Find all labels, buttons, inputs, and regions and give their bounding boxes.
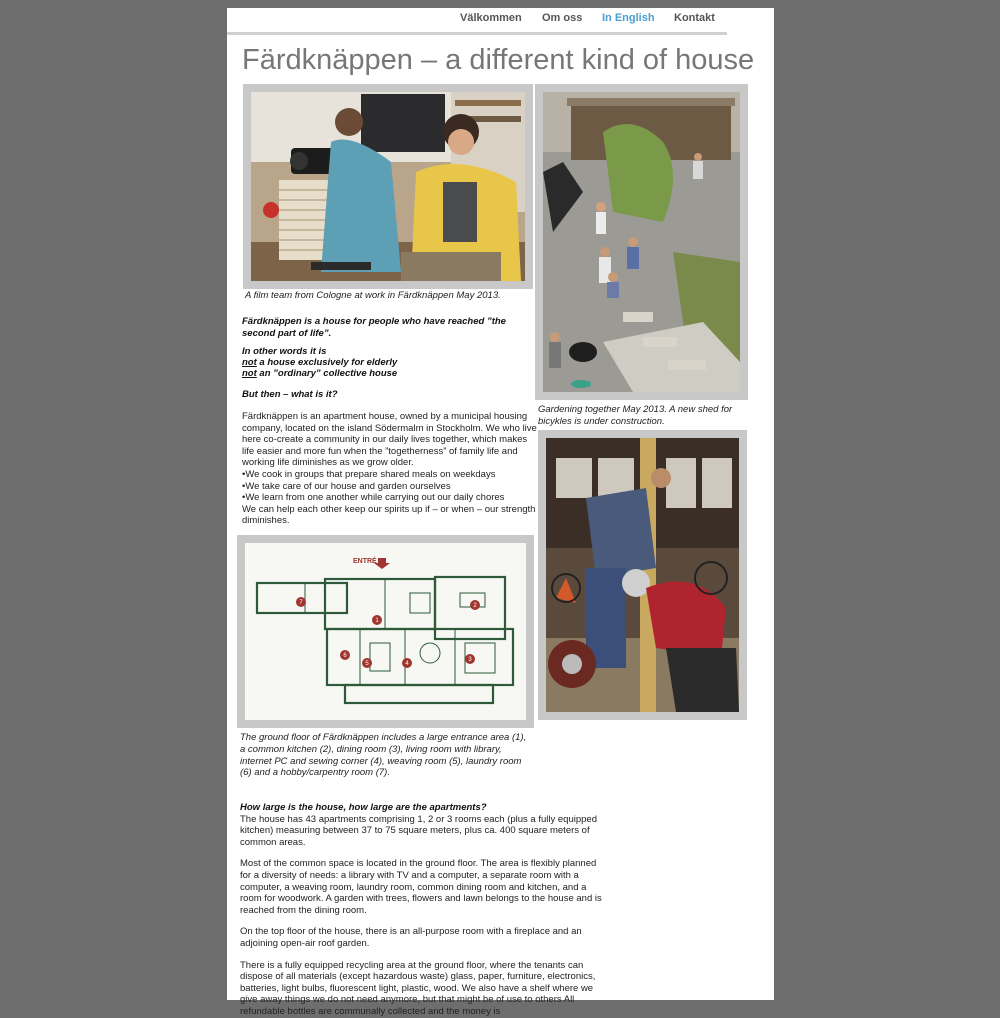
gardening-image xyxy=(543,92,740,392)
floorplan-image xyxy=(245,543,526,720)
floorplan-entrance-label: ENTRÉ xyxy=(353,558,377,565)
floorplan-photo xyxy=(237,535,534,728)
not-word: not xyxy=(242,368,257,379)
intro-bullet: •We take care of our house and garden ourselves xyxy=(242,480,451,492)
intro-not-collective xyxy=(242,368,534,380)
intro-bullet: •We cook in groups that prepare shared meals on weekdays xyxy=(242,468,496,480)
room-number-6: 6 xyxy=(343,653,347,659)
size-section xyxy=(240,802,608,1017)
size-heading: How large is the house, how large are the apartments? xyxy=(240,802,487,813)
nav-item-in-english[interactable]: In English xyxy=(602,12,655,24)
not-collective-text: an ”ordinary” collective house xyxy=(256,368,398,379)
room-number-1: 1 xyxy=(375,618,379,624)
room-number-4: 4 xyxy=(405,661,409,667)
page-title: Färdknäppen – a different kind of house xyxy=(242,44,755,76)
intro-not-elderly xyxy=(242,357,534,369)
intro-closing: We can help each other keep our spirits up if – or when – our strength diminishes. xyxy=(242,503,536,527)
room-number-2: 2 xyxy=(473,603,477,609)
size-paragraph-2: Most of the common space is located in the ground floor. The area is flexibly planned for a diversity of needs: a library with TV and a computer, a separate room with a computer, a weaving room, laundry room, common dining room and kitchen, and a room for woodwork. A garden with trees, flowers and lawn belongs to the house and is reached from the dining room. xyxy=(240,858,602,916)
film-team-image xyxy=(251,92,525,281)
nav-item-om-oss[interactable]: Om oss xyxy=(542,12,583,24)
carpentry-image xyxy=(546,438,739,712)
not-elderly-text: a house exclusively for elderly xyxy=(256,357,398,368)
nav-item-kontakt[interactable]: Kontakt xyxy=(674,12,715,24)
size-paragraph-1: The house has 43 apartments comprising 1, 2 or 3 rooms each (plus a fully equipped kitchen) measuring between 37 to 75 square meters, plus ca. 400 square meters of common areas. xyxy=(240,813,597,848)
gardening-caption: Gardening together May 2013. A new shed for bicykles is under construction. xyxy=(538,404,733,427)
page-container xyxy=(227,8,774,1017)
intro-paragraph: Färdknäppen is an apartment house, owned by a municipal housing company, located on the island Södermalm in Stockholm. We who live here co-create a community in our daily lives together, which makes life easier and more fun when the ”togetherness” of family life and working life diminishes as we grow older. xyxy=(242,411,537,469)
not-word: not xyxy=(242,357,257,368)
gardening-photo xyxy=(535,84,748,400)
intro-question: But then – what is it? xyxy=(242,389,338,400)
film-team-caption: A film team from Cologne at work in Färdknäppen May 2013. xyxy=(245,290,501,301)
room-number-7: 7 xyxy=(299,600,303,606)
intro-bullet: •We learn from one another while carrying out our daily chores xyxy=(242,492,505,504)
carpentry-photo xyxy=(538,430,747,720)
intro-lead: Färdknäppen is a house for people who have reached ”the second part of life”. xyxy=(242,316,506,339)
film-team-photo xyxy=(243,84,533,289)
floorplan-caption: The ground floor of Färdknäppen includes a large entrance area (1), a common kitchen (2), dining room (3), living room with library, internet PC and sewing corner (4), weaving room (5), laundry room (6) and a hobby/carpentry room (7). xyxy=(240,732,527,779)
room-number-5: 5 xyxy=(365,661,369,667)
top-nav xyxy=(227,8,727,35)
size-paragraph-3: On the top floor of the house, there is an all-purpose room with a fireplace and an adjoining open-air roof garden. xyxy=(240,926,582,949)
room-number-3: 3 xyxy=(468,657,472,663)
size-paragraph-4: There is a fully equipped recycling area at the ground floor, where the tenants can dispose of all materials (except hazardous waste) glass, paper, furniture, electronics, batteries, light bulbs, fluorescent light, plastic, wood. We also have a shelf where we give away things we do not need anymore, but that might be of use to others All refundable bottles are communally collected and the money is xyxy=(240,959,596,1017)
nav-item-valkommen[interactable]: Välkommen xyxy=(460,12,522,24)
intro-in-other-words: In other words it is xyxy=(242,346,327,357)
intro-body xyxy=(242,411,537,534)
